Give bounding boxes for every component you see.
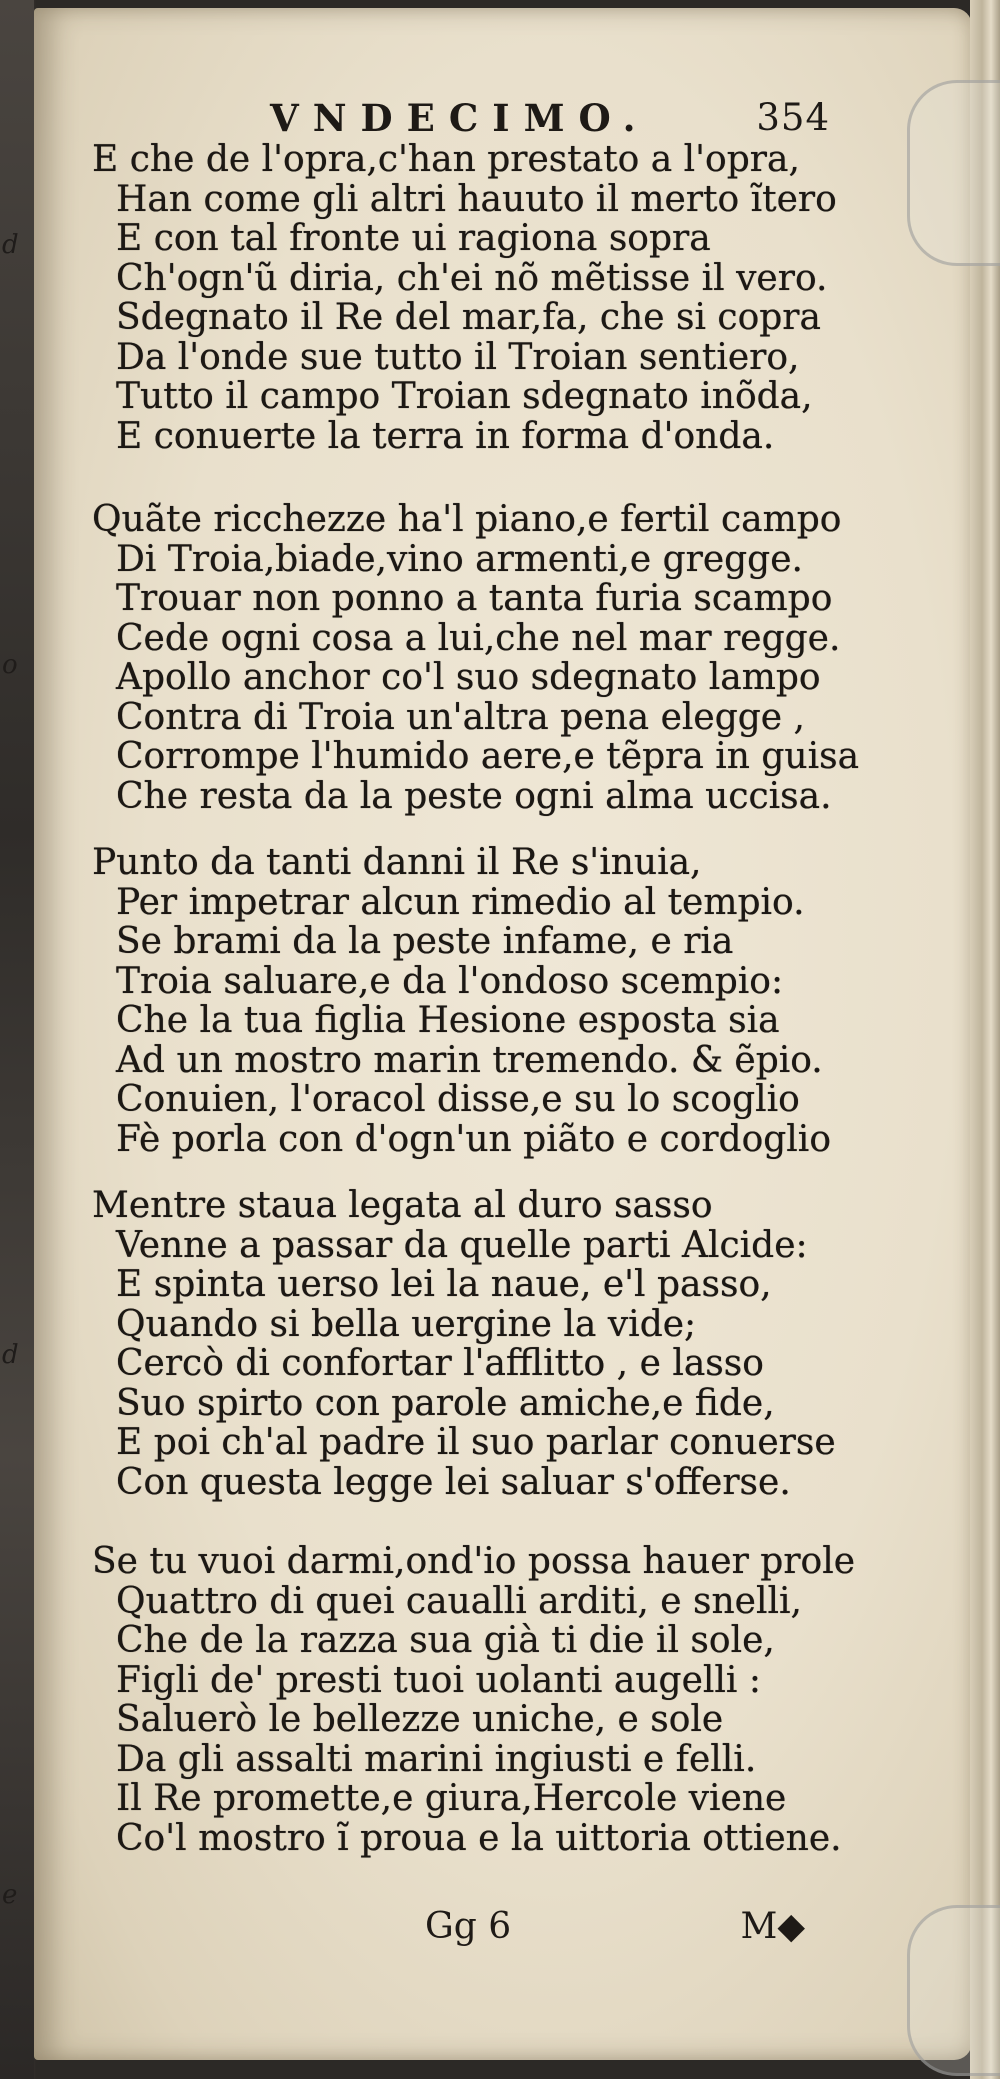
verse-line: Apollo anchor co'l suo sdegnato lampo xyxy=(116,657,821,698)
verse-line: Contra di Troia un'altra pena elegge , xyxy=(116,696,805,738)
running-title: VNDECIMO. xyxy=(270,96,650,140)
verse-line: E che de l'opra,c'han prestato a l'opra, xyxy=(92,139,800,180)
catchword: M◆ xyxy=(740,1906,805,1947)
verse-line: Venne a passar da quelle parti Alcide: xyxy=(116,1224,808,1266)
verse-line: E conuerte la terra in forma d'onda. xyxy=(116,415,775,457)
stanza xyxy=(92,499,860,817)
verse-line: Punto da tanti danni il Re s'inuia, xyxy=(92,842,702,883)
verse-line: Il Re promette,e giura,Hercole viene xyxy=(116,1778,787,1819)
verse-line: Trouar non ponno a tanta furia scampo xyxy=(116,578,833,619)
verse-line: Suo spirto con parole amiche,e fide, xyxy=(116,1382,775,1424)
verse-line: Ad un mostro marin tremendo. & ẽpio. xyxy=(116,1039,823,1081)
running-header xyxy=(270,96,830,140)
facing-page-glyph: d xyxy=(2,230,19,260)
page-clip-top xyxy=(907,80,1000,266)
verse-line: Tutto il campo Troian sdegnato inõda, xyxy=(116,376,813,417)
verse-line: Se tu vuoi darmi,ond'io possa hauer prole xyxy=(92,1541,856,1582)
facing-page-glyph: d xyxy=(2,1340,19,1370)
verse-line: Che la tua figlia Hesione esposta sia xyxy=(116,1000,780,1041)
stanza xyxy=(92,139,838,457)
verse-line: Sdegnato il Re del mar,fa, che si copra xyxy=(116,297,821,338)
facing-page-glyph: o xyxy=(2,650,18,680)
verse-line: Saluerò le bellezze uniche, e sole xyxy=(116,1699,724,1740)
stanza xyxy=(92,1541,856,1859)
verse-line: E poi ch'al padre il suo parlar conuerse xyxy=(116,1422,836,1463)
verse-line: Che de la razza sua già ti die il sole, xyxy=(116,1620,775,1661)
stanza xyxy=(92,1185,838,1503)
verse-line: Che resta da la peste ogni alma uccisa. xyxy=(116,775,832,817)
verse-line: Fè porla con d'ogn'un piãto e cordoglio xyxy=(116,1118,831,1160)
facing-page-glyph: e xyxy=(2,1880,18,1910)
stanza xyxy=(92,842,838,1160)
verse-line: Se brami da la peste infame, e ria xyxy=(116,921,734,962)
signature-mark: Gg 6 xyxy=(425,1906,512,1947)
verse-line: Quãte ricchezze ha'l piano,e fertil campo xyxy=(92,499,842,540)
facing-page-edge xyxy=(0,0,34,2079)
verse-line: Co'l mostro ĩ proua e la uittoria ottiene. xyxy=(116,1817,842,1859)
verse-line: Da gli assalti marini ingiusti e felli. xyxy=(116,1738,757,1780)
verse-line: Troia saluare,e da l'ondoso scempio: xyxy=(116,960,784,1002)
verse-line: Figli de' presti tuoi uolanti augelli : xyxy=(116,1659,761,1701)
verse-line: Mentre staua legata al duro sasso xyxy=(92,1185,713,1226)
page-number: 354 xyxy=(756,96,830,139)
verse-line: E spinta uerso lei la naue, e'l passo, xyxy=(116,1264,772,1305)
page-clip-bottom xyxy=(907,1905,1000,2076)
verse-line: Quando si bella uergine la vide; xyxy=(116,1303,697,1345)
verse-line: Da l'onde sue tutto il Troian sentiero, xyxy=(116,336,800,378)
verse-line: E con tal fronte ui ragiona sopra xyxy=(116,218,711,259)
page-fore-edge xyxy=(970,0,1000,2079)
verse-line: Han come gli altri hauuto il merto ĩtero xyxy=(116,178,837,220)
verse-line: Con questa legge lei saluar s'offerse. xyxy=(116,1461,791,1503)
page-footer xyxy=(425,1905,805,1949)
verse-line: Corrompe l'humido aere,e tẽpra in guisa xyxy=(116,736,860,777)
verse-line: Conuien, l'oracol disse,e su lo scoglio xyxy=(116,1079,800,1120)
verse-line: Ch'ogn'ũ diria, ch'ei nõ mẽtisse il vero. xyxy=(116,257,828,299)
verse-line: Per impetrar alcun rimedio al tempio. xyxy=(116,881,805,923)
verse-line: Quattro di quei caualli arditi, e snelli, xyxy=(116,1580,802,1622)
verse-line: Cercò di confortar l'afflitto , e lasso xyxy=(116,1343,764,1384)
verse-line: Cede ogni cosa a lui,che nel mar regge. xyxy=(116,617,841,659)
verse-line: Di Troia,biade,vino armenti,e gregge. xyxy=(116,538,803,580)
